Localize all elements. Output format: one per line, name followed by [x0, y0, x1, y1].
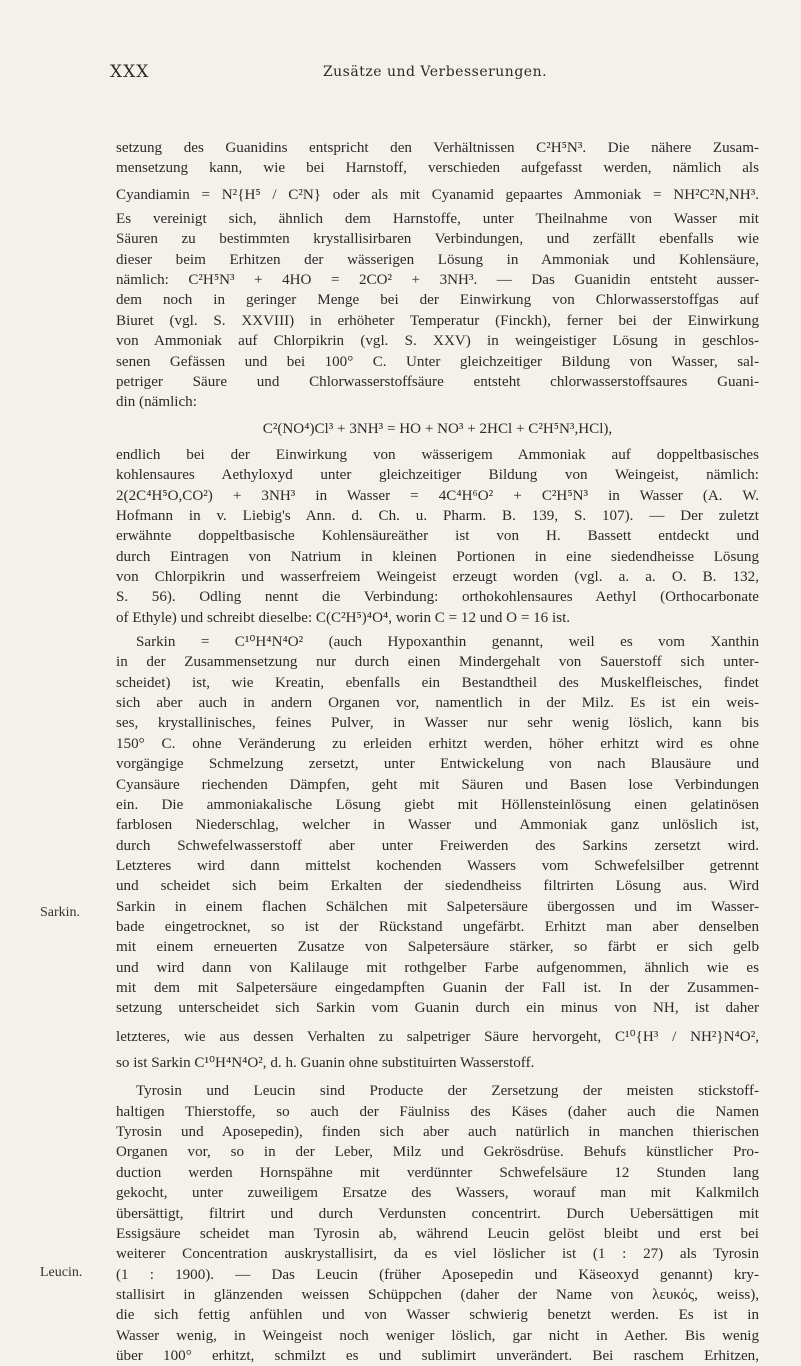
text-line: farblosen Niederschlag, welcher in Wasser und Ammoniak ganz unlöslich ist, — [116, 817, 759, 834]
text-line: Sarkin = C¹⁰H⁴N⁴O² (auch Hypoxanthin genannt, weil es vom Xanthin — [136, 634, 759, 651]
text-line: Letzteres wird dann mittelst kochenden Wassers vom Schwefelsilber getrennt — [116, 857, 759, 874]
text-line: vorgängige Schmelzung zersetzt, unter Entwickelung von nach Blausäure und — [116, 756, 759, 773]
text-line: kohlensaures Aethyloxyd unter gleichzeitiger Bildung von Weingeist, nämlich: — [116, 467, 759, 484]
text-line: Wasser wenig, in Weingeist noch weniger löslich, gar nicht in Aether. Bis wenig — [116, 1327, 759, 1344]
text-line: setzung unterscheidet sich Sarkin vom Guanin durch ein minus von NH, ist daher — [116, 1000, 759, 1017]
text-line: weiterer Concentration auskrystallisirt, da es viel löslicher ist (1 : 27) als Tyrosin — [116, 1246, 759, 1263]
text-line: nämlich: C²H⁵N³ + 4HO = 2CO² + 3NH³. — Das Guanidin entsteht ausser- — [116, 272, 759, 289]
text-line: C²(NO⁴)Cl³ + 3NH³ = HO + NO³ + 2HCl + C²H⁵N³,HCl), — [262, 420, 613, 437]
text-line: S. 56). Odling nennt die Verbindung: orthokohlensaures Aethyl (Orthocarbonate — [116, 589, 759, 606]
page-header — [110, 62, 760, 86]
text-line: mit dem mit Salpetersäure eingedampften Guanin der Fall ist. In der Zusammen- — [116, 980, 759, 996]
text-line: Cyandiamin = N²{H⁵ / C²N} oder als mit Cyanamid gepaartes Ammoniak = NH²C²N,NH³. — [116, 186, 759, 203]
text-line: Tyrosin und Leucin sind Producte der Zersetzung der meisten stickstoff- — [136, 1083, 759, 1100]
text-line: von Chlorpikrin und wasserfreiem Weingeist erzeugt worden (vgl. a. a. O. B. 132, — [116, 569, 759, 585]
margin-note-leucin: Leucin. — [40, 1265, 83, 1280]
text-line: Biuret (vgl. S. XXVIII) in erhöheter Temperatur (Finckh), ferner bei der Einwirkung — [116, 312, 759, 329]
text-line: durch Schwefelwasserstoff aber unter Freiwerden des Sarkins zersetzt wird. — [116, 837, 759, 854]
text-line: of Ethyle) und schreibt dieselbe: C(C²H⁵)⁴O⁴, worin C = 12 und O = 16 ist. — [116, 609, 571, 626]
text-line: (1 : 1900). — Das Leucin (früher Aposepedin und Käseoxyd genannt) kry- — [116, 1266, 759, 1283]
text-line: Es vereinigt sich, ähnlich dem Harnstoffe, unter Theilnahme von Wasser mit — [116, 211, 759, 228]
text-line: duction werden Hornspähne mit verdünnter Schwefelsäure 12 Stunden lang — [116, 1164, 759, 1181]
text-line: stallisirt in glänzenden weissen Schüppchen (daher der Name von λευκός, weiss), — [116, 1286, 759, 1303]
text-line: 2(2C⁴H⁵O,CO²) + 3NH³ in Wasser = 4C⁴H⁶O² + C²H⁵N³ in Wasser (A. W. — [116, 487, 759, 504]
text-line: ein. Die ammoniakalische Lösung giebt mit Höllensteinlösung einen gelatinösen — [116, 796, 759, 813]
text-line: mensetzung kann, wie bei Harnstoff, verschieden aufgefasst werden, nämlich als — [116, 160, 759, 177]
text-line: Organen vor, so in der Leber, Milz und Gekrösdrüse. Behufs künstlicher Pro- — [116, 1144, 759, 1161]
text-line: übersättigt, filtrirt und durch Verdunsten concentrirt. Durch Uebersättigen mit — [116, 1205, 759, 1222]
page-number: XXX — [110, 62, 150, 82]
text-line: durch Eintragen von Natrium in kleinen Portionen in eine siedendheisse Lösung — [116, 548, 759, 565]
text-line: dem noch in geringer Menge bei der Einwirkung von Chlorwasserstoffgas auf — [116, 292, 759, 309]
text-line: letzteres, wie aus dessen Verhalten zu salpetriger Säure hervorgeht, C¹⁰{H³ / NH²}N⁴O², — [116, 1028, 759, 1045]
text-line: gekocht, unter zuweiligem Ersatze des Wassers, worauf man mit Kalkmilch — [116, 1185, 759, 1202]
text-line: von Ammoniak auf Chlorpikrin (vgl. S. XXV) in weingeistiger Lösung in geschlos- — [116, 333, 759, 350]
text-line: mit einem erneuerten Zusatze von Salpetersäure stärker, so färbt er sich gelb — [116, 939, 759, 956]
text-line: Hofmann in v. Liebig's Ann. d. Ch. u. Pharm. B. 139, S. 107). — Der zuletzt — [116, 507, 759, 524]
text-line: Tyrosin und Aposepedin), finden sich aber auch natürlich in manchen thierischen — [116, 1124, 759, 1141]
text-line: senen Gefässen und bei 100° C. Unter gleichzeitiger Bildung von Wasser, sal- — [116, 353, 759, 370]
text-line: setzung des Guanidins entspricht den Verhältnissen C²H⁵N³. Die nähere Zusam- — [116, 140, 759, 156]
margin-note-sarkin: Sarkin. — [40, 905, 81, 920]
text-line: über 100° erhitzt, schmilzt es und sublimirt unverändert. Bei raschem Erhitzen, — [116, 1347, 759, 1364]
text-line: petriger Säure und Chlorwasserstoffsäure entsteht chlorwasserstoffsaures Guani- — [116, 373, 759, 390]
text-line: dieser beim Erhitzen der wässerigen Lösung in Ammoniak und Kohlensäure, — [116, 251, 759, 268]
text-line: Essigsäure scheidet man Tyrosin ab, während Leucin gelöst bleibt und erst bei — [116, 1225, 759, 1242]
text-line: in der Zusammensetzung nur durch einen Mindergehalt von Sauerstoff sich unter- — [116, 654, 759, 671]
text-line: so ist Sarkin C¹⁰H⁴N⁴O², d. h. Guanin ohne substituirten Wasserstoff. — [116, 1055, 535, 1072]
text-line: 150° C. ohne Veränderung zu erleiden erhitzt werden, höher erhitzt wird es ohne — [116, 735, 759, 752]
running-title: Zusätze und Verbesserungen. — [322, 64, 548, 80]
text-line: und wird dann von Kalilauge mit rothgelber Farbe aufgenommen, ähnlich wie es — [116, 959, 759, 976]
text-line: scheidet) ist, wie Kreatin, ebenfalls ein Bestandtheil des Muskelfleisches, findet — [116, 674, 759, 691]
text-line: bade eingetrocknet, so ist der Rückstand ungefärbt. Erhitzt man aber denselben — [116, 918, 759, 935]
text-line: haltigen Thierstoffe, so auch der Fäulniss des Käses (daher auch die Namen — [116, 1103, 759, 1120]
text-line: und scheidet sich beim Erkalten der siedendheiss filtrirten Lösung aus. Wird — [116, 878, 759, 895]
text-line: ses, krystallinisches, feines Pulver, in Wasser nur sehr wenig löslich, kann bis — [116, 715, 759, 732]
text-line: endlich bei der Einwirkung von wässerigem Ammoniak auf doppeltbasisches — [116, 446, 759, 463]
text-line: Sarkin in einem flachen Schälchen mit Salpetersäure übergossen und im Wasser- — [116, 898, 759, 915]
text-line: die sich fettig anfühlen und von Wasser schwierig benetzt werden. Es ist in — [116, 1307, 759, 1324]
text-line: sich aber auch in andern Organen vor, namentlich in der Milz. Es ist ein weis- — [116, 695, 759, 712]
text-line: Cyansäure riechenden Dämpfen, geht mit Säuren und Basen lose Verbindungen — [116, 776, 759, 793]
text-line: Säuren zu bestimmten krystallisirbaren Verbindungen, und zerfällt ebenfalls wie — [116, 231, 759, 248]
text-line: erwähnte doppeltbasische Kohlensäureäther ist von H. Bassett entdeckt und — [116, 528, 759, 545]
body-text — [116, 138, 759, 1366]
text-line: din (nämlich: — [116, 394, 197, 411]
